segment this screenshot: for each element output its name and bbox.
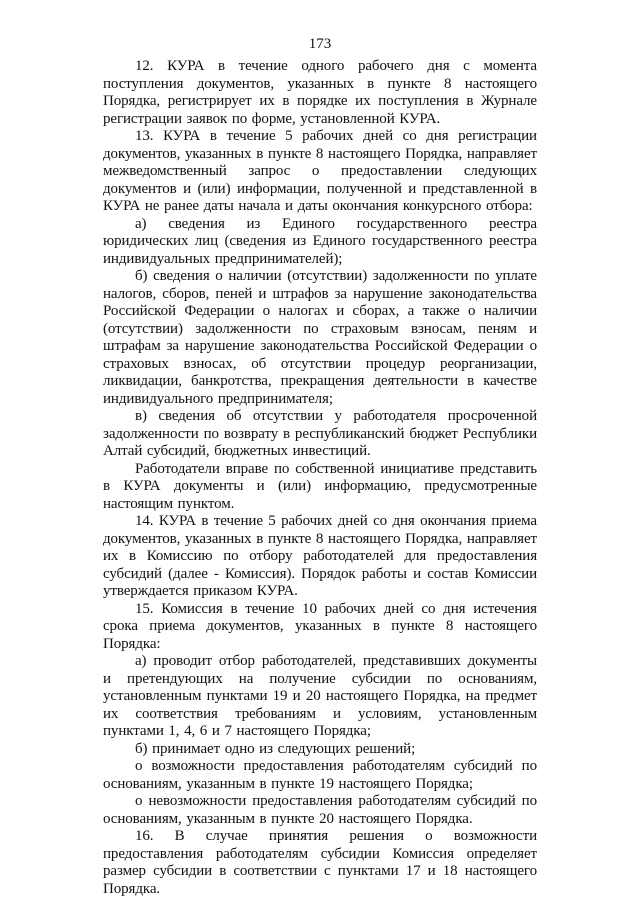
clause-14: 14. КУРА в течение 5 рабочих дней со дня окончания приема документов, указанных в пункте 8 настоящего Порядка, направляет их в Комиссию по отбору работодателей для предоставления субсидий (далее - Комиссия). Порядок работы и состав Комиссии утверждается приказом КУРА. — [103, 513, 537, 599]
clause-15-decision-option-2: о невозможности предоставления работодателям субсидий по основаниям, указанным в пункте 20 настоящего Порядка. — [103, 793, 537, 827]
clause-13-note: Работодатели вправе по собственной инициативе представить в КУРА документы и (или) информацию, предусмотренные настоящим пунктом. — [103, 460, 537, 512]
clause-13-item-b: б) сведения о наличии (отсутствии) задолженности по уплате налогов, сборов, пеней и штрафов за нарушение законодательства Российской Федерации о налогах и сборах, а также о наличии (отсутствии) задолженности по страховым взносам, пеням и штрафам за нарушение законодательства Российской Федерации о страховых взносах, об отсутствии процедур реорганизации, ликвидации, банкротства, прекращения деятельности в качестве индивидуального предпринимателя; — [103, 268, 537, 407]
clause-13: 13. КУРА в течение 5 рабочих дней со дня регистрации документов, указанных в пункте 8 настоящего Порядка, направляет межведомственный запрос о предоставлении следующих документов и (или) информации, полученной и представленной в КУРА не ранее даты начала и даты окончания конкурсного отбора: — [103, 128, 537, 214]
clause-15-item-a: а) проводит отбор работодателей, представивших документы и претендующих на получение субсидии по основаниям, установленным пунктами 19 и 20 настоящего Порядка, на предмет их соответствия требованиям и условиям, установленным пунктами 1, 4, 6 и 7 настоящего Порядка; — [103, 653, 537, 739]
clause-13-item-a: а) сведения из Единого государственного реестра юридических лиц (сведения из Единого государственного реестра индивидуальных предпринимателей); — [103, 215, 537, 267]
clause-12: 12. КУРА в течение одного рабочего дня с момента поступления документов, указанных в пункте 8 настоящего Порядка, регистрирует их в порядке их поступления в Журнале регистрации заявок по форме, установленной КУРА. — [103, 58, 537, 127]
clause-16: 16. В случае принятия решения о возможности предоставления работодателям субсидии Комиссия определяет размер субсидии в соответствии с пунктами 17 и 18 настоящего Порядка. — [103, 828, 537, 897]
clause-15: 15. Комиссия в течение 10 рабочих дней со дня истечения срока приема документов, указанных в пункте 8 настоящего Порядка: — [103, 600, 537, 652]
clause-15-decision-option-1: о возможности предоставления работодателям субсидий по основаниям, указанным в пункте 19 настоящего Порядка; — [103, 758, 537, 792]
document-body — [103, 58, 537, 898]
clause-15-item-b: б) принимает одно из следующих решений; — [135, 740, 416, 757]
clause-13-item-v: в) сведения об отсутствии у работодателя просроченной задолженности по возврату в республиканский бюджет Республики Алтай субсидий, бюджетных инвестиций. — [103, 408, 537, 459]
page-number: 173 — [308, 36, 332, 52]
